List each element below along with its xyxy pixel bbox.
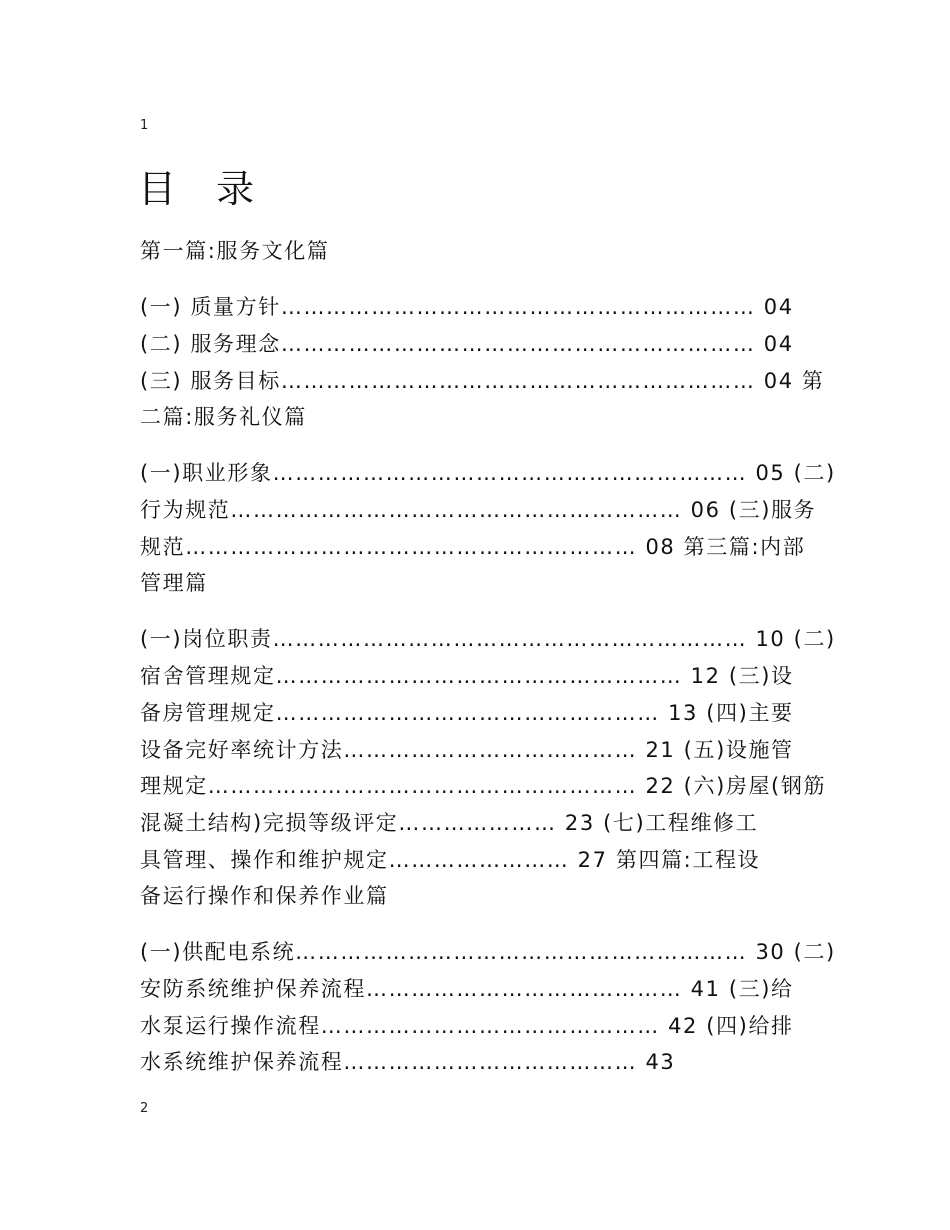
toc-entry: 水泵运行操作流程……………………………………… 42 (四)给排 <box>140 1014 794 1038</box>
toc-entry: (二) 服务理念……………………………………………………… 04 <box>140 332 794 356</box>
toc-entry: 具管理、操作和维护规定…………………… 27 第四篇:工程设 <box>140 848 761 872</box>
toc-entry: 宿舍管理规定……………………………………………… 12 (三)设 <box>140 664 794 688</box>
toc-part-heading: 管理篇 <box>140 571 208 595</box>
toc-part-heading: 备运行操作和保养作业篇 <box>140 884 389 908</box>
toc-part-heading: 二篇:服务礼仪篇 <box>140 405 307 429</box>
toc-part-heading: 第一篇:服务文化篇 <box>140 239 330 263</box>
toc-entry: 规范…………………………………………………… 08 第三篇:内部 <box>140 535 806 559</box>
toc-title: 目 录 <box>138 167 269 211</box>
toc-entry: 备房管理规定…………………………………………… 13 (四)主要 <box>140 701 794 725</box>
toc-entry: 设备完好率统计方法………………………………… 21 (五)设施管 <box>140 738 794 762</box>
toc-entry: (三) 服务目标……………………………………………………… 04 第 <box>140 369 825 393</box>
toc-entry: 安防系统维护保养流程…………………………………… 41 (三)给 <box>140 977 794 1001</box>
toc-entry: (一)岗位职责……………………………………………………… 10 (二) <box>140 627 836 651</box>
toc-entry: 理规定………………………………………………… 22 (六)房屋(钢筋 <box>140 774 827 798</box>
page-number-top: 1 <box>140 118 149 133</box>
toc-entry: (一)职业形象……………………………………………………… 05 (二) <box>140 461 836 485</box>
toc-entry: (一) 质量方针……………………………………………………… 04 <box>140 295 794 319</box>
toc-entry: 水系统维护保养流程………………………………… 43 <box>140 1050 676 1074</box>
page-number-bottom: 2 <box>140 1101 149 1116</box>
toc-entry: 混凝土结构)完损等级评定………………… 23 (七)工程维修工 <box>140 811 759 835</box>
toc-entry: (一)供配电系统…………………………………………………… 30 (二) <box>140 940 836 964</box>
toc-entry: 行为规范…………………………………………………… 06 (三)服务 <box>140 498 817 522</box>
